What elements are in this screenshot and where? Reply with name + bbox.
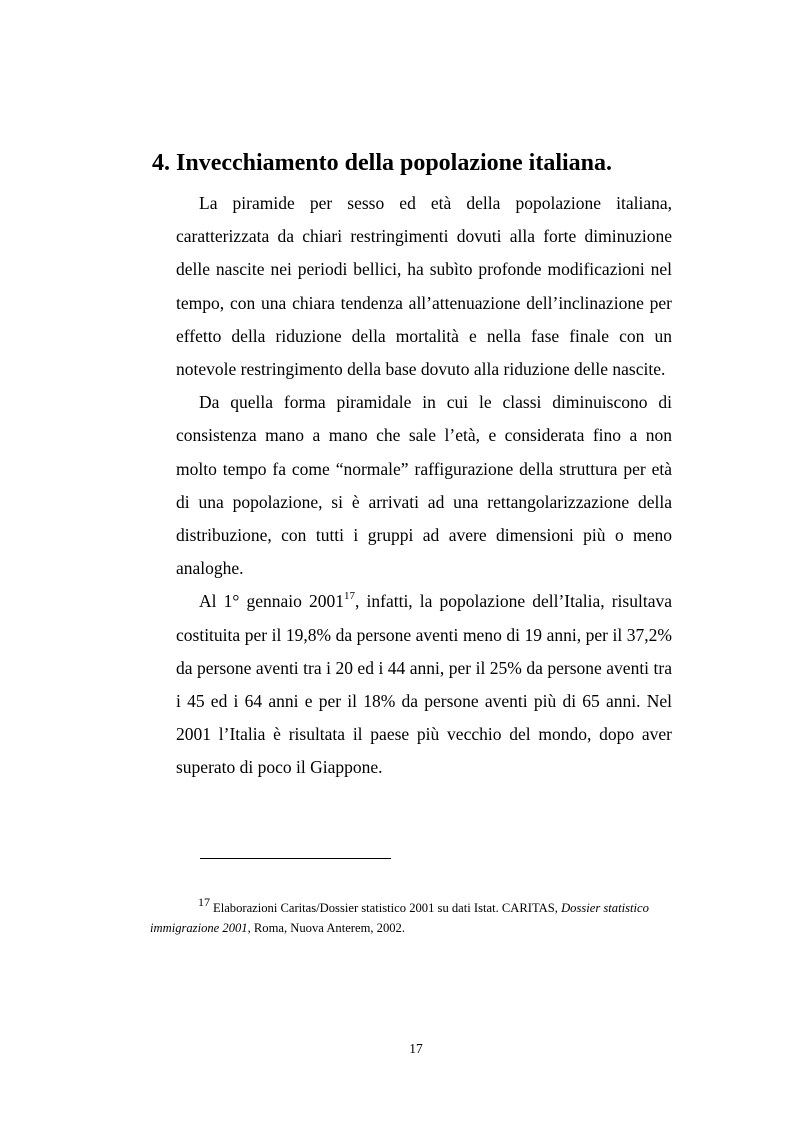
body-text bbox=[176, 187, 672, 785]
page-number: 17 bbox=[409, 1041, 423, 1056]
paragraph-3 bbox=[176, 585, 672, 784]
paragraph-3-text-start: Al 1° gennaio 2001 bbox=[199, 591, 345, 612]
paragraph-2: Da quella forma piramidale in cui le classi diminuiscono di consistenza mano a mano che sale l’età, e considerata fino a non molto tempo fa come “normale” raffigurazione della struttura per età di una popolazione, si è arrivati ad una rettangolarizzazione della distribuzione, con tutti i gruppi ad avere dimensioni più o meno analoghe. bbox=[176, 392, 672, 579]
footnote-italic-title: Dossier statistico immigrazione 2001 bbox=[150, 901, 649, 935]
section-heading: 4. Invecchiamento della popolazione italiana. bbox=[152, 150, 613, 176]
footnote-reference: 17 bbox=[344, 590, 356, 603]
footnote bbox=[150, 895, 682, 938]
footnote-text-end: , Roma, Nuova Anterem, 2002. bbox=[247, 921, 406, 935]
paragraph-1: La piramide per sesso ed età della popolazione italiana, caratterizzata da chiari restringimenti dovuti alla forte diminuzione delle nascite nei periodi bellici, ha subìto profonde modificazioni nel tempo, con una chiara tendenza all’attenuazione dell’inclinazione per effetto della riduzione della mortalità e nella fase finale con un notevole restringimento della base dovuto alla riduzione delle nascite. bbox=[176, 193, 672, 380]
footnote-text-start: Elaborazioni Caritas/Dossier statistico 2001 su dati Istat. CARITAS, bbox=[213, 901, 562, 915]
paragraph-3-text-rest: , infatti, la popolazione dell’Italia, risultava costituita per il 19,8% da persone aventi meno di 19 anni, per il 37,2% da persone aventi tra i 20 ed i 44 anni, per il 25% da persone aventi tra i 45 ed i 64 anni e per il 18% da persone aventi più di 65 anni. Nel 2001 l’Italia è risultata il paese più vecchio del mondo, dopo aver superato di poco il Giappone. bbox=[176, 591, 672, 778]
footnote-number: 17 bbox=[198, 895, 210, 909]
footnote-separator bbox=[200, 858, 391, 859]
